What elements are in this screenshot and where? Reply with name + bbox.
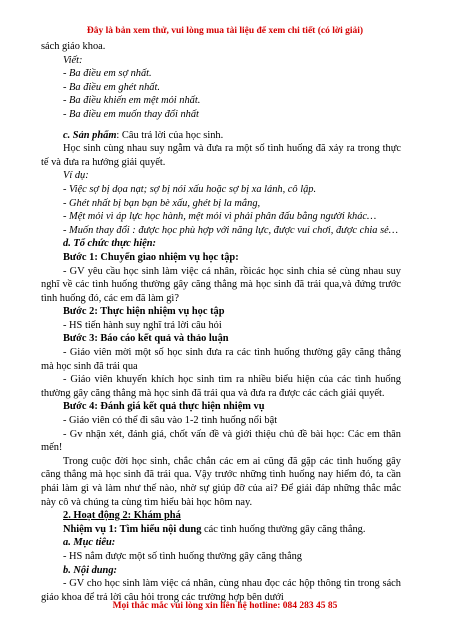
step-1-heading: Bước 1: Chuyển giao nhiệm vụ học tập: <box>63 251 239 263</box>
step-2-heading: Bước 2: Thực hiện nhiệm vụ học tập <box>63 306 225 318</box>
example-item: - Ghét nhất bị bạn bạn bè xấu, ghét bị la mắng, <box>63 197 261 209</box>
example-item: - Mệt mỏi vì áp lực học hành, mệt mỏi vì phải phân đấu bằng người khác… <box>63 211 377 223</box>
example-item: - Muốn thay đổi : được học phù hợp với năng lực, được vui chơi, được chia sẻ… <box>63 224 398 236</box>
example-item: - Việc sợ bị dọa nạt; sợ bị nói xấu hoặc sợ bị xa lánh, cô lập. <box>63 183 317 195</box>
section-c-text: : Câu trả lời của học sinh. <box>116 129 224 141</box>
list-item: - Ba điều em muốn thay đổi nhất <box>63 108 199 120</box>
section-d-heading: d. Tổ chức thực hiện: <box>63 238 156 250</box>
document-body <box>41 40 401 604</box>
hotline-banner: Mọi thắc mắc vui lòng xin liên hệ hotline: 084 283 45 85 <box>112 601 338 611</box>
task-1 <box>41 523 401 537</box>
paragraph: - Giáo viên có thể đi sâu vào 1-2 tình huống nổi bật <box>63 415 278 427</box>
paragraph: - HS nắm được một số tình huống thường gây căng thẳng <box>63 550 302 562</box>
content-heading: b. Nội dung: <box>63 564 117 576</box>
paragraph: Học sinh cùng nhau suy ngẫm và đưa ra một số tình huống đã xảy ra trong thực tế và đưa ra hướng giải quyết. <box>41 143 401 168</box>
list-item: - Ba điều em sợ nhất. <box>63 68 152 80</box>
list-item: - Ba điều em ghét nhất. <box>63 81 160 93</box>
task-1-text: các tình huống thường gây căng thẳng. <box>201 523 366 535</box>
paragraph: - Giáo viên mời một số học sinh đưa ra các tình huống thường gây căng thẳng mà học sinh đã trải qua <box>41 347 401 372</box>
section-c-label: c. Sản phẩm <box>63 129 117 141</box>
step-4-heading: Bước 4: Đánh giá kết quả thực hiện nhiệm vụ <box>63 401 265 413</box>
paragraph: - Giáo viên khuyến khích học sinh tìm ra nhiều biểu hiện của các tình huống thường gây căng thẳng mà học sinh đã trải qua và đưa ra được các cách giải quyết. <box>41 374 401 399</box>
section-c <box>41 129 401 143</box>
example-label: Ví dụ: <box>63 170 89 182</box>
paragraph: - HS tiến hành suy nghĩ trả lời câu hỏi <box>63 319 222 331</box>
activity-2-heading: 2. Hoạt động 2: Khám phá <box>63 510 181 522</box>
list-item: - Ba điều khiến em mệt mỏi nhất. <box>63 95 201 107</box>
text-line: sách giáo khoa. <box>41 41 106 52</box>
paragraph: - GV cho học sinh làm việc cá nhân, cùng nhau đọc các hộp thông tin trong sách giáo khoa để trả lời câu hỏi trong các trường hợp bên dưới <box>41 578 401 603</box>
paragraph: Trong cuộc đời học sinh, chắc chắn các em ai cũng đã gặp các tình huống gây căng thẳng mà học sinh đã trải qua. Vậy trước những tình huống nay hiểm đó, ta cần phải làm gì và làm như thế nào, nhờ sự giúp đỡ của ai? Để giải đáp những thắc mắc này cô và chúng ta cùng tìm hiểu bài học hôm nay. <box>41 455 401 508</box>
paragraph: - GV yêu cầu học sinh làm việc cá nhân, rồicác học sinh chia sẻ cùng nhau suy nghĩ về các tình huống thường gây căng thẳng mà học sinh đã trải qua,và đứng trước tình huống đó, các em đã làm gì? <box>41 265 401 304</box>
paragraph: - Gv nhận xét, đánh giá, chốt vấn đề và giới thiệu chủ đề bài học: Các em thân mến! <box>41 428 401 454</box>
text-line: Viết: <box>63 54 83 66</box>
objective-heading: a. Mục tiêu: <box>63 537 116 549</box>
preview-notice-banner: Đây là bản xem thử, vui lòng mua tài liệu để xem chi tiết (có lời giải) <box>86 26 364 36</box>
step-3-heading: Bước 3: Báo cáo kết quả và thảo luận <box>63 333 229 345</box>
task-1-label: Nhiệm vụ 1: Tìm hiểu nội dung <box>63 523 202 535</box>
